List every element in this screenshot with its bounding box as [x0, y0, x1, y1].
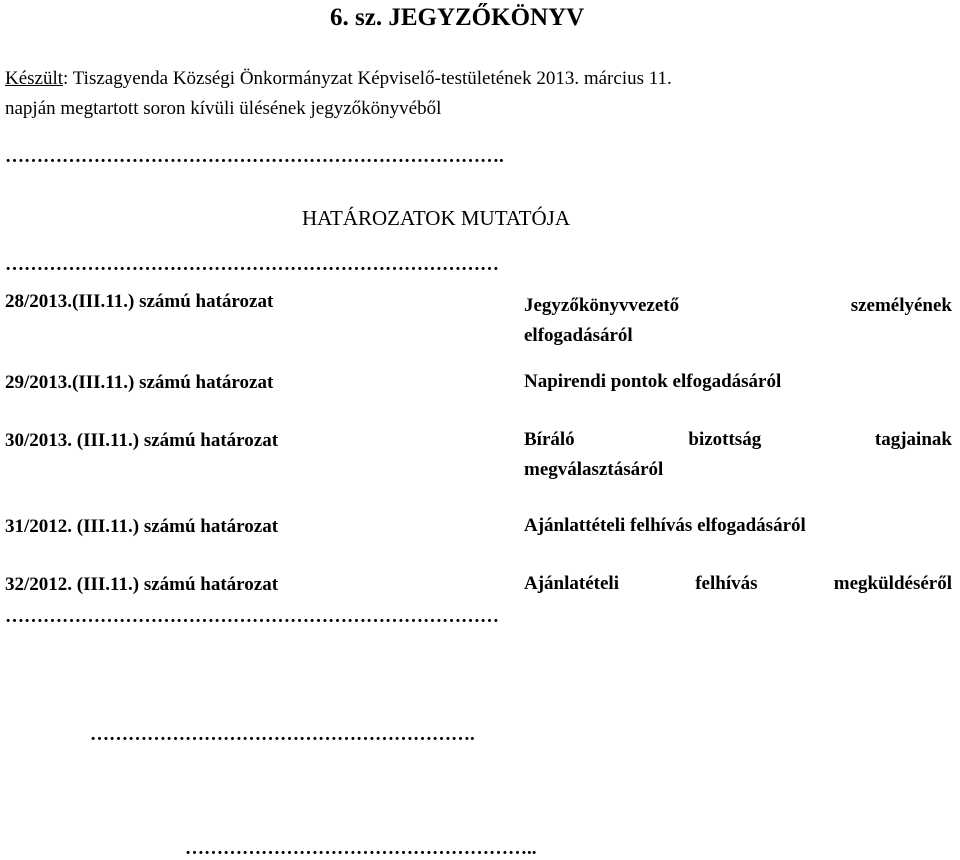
- resolution-description-32-word-3: megküldéséről: [833, 573, 952, 594]
- resolution-description-28-line-1: [524, 291, 952, 321]
- resolution-description-30: [524, 425, 952, 485]
- resolution-number-30: 30/2013. (III.11.) számú határozat: [5, 430, 279, 451]
- resolution-number-29: 29/2013.(III.11.) számú határozat: [5, 372, 274, 393]
- intro-line-2: napján megtartott soron kívüli ülésének jegyzőkönyvéből: [5, 98, 442, 119]
- intro-line-1: [5, 68, 672, 90]
- resolution-description-28-word-1: Jegyzőkönyvvezető: [524, 295, 680, 316]
- dotted-separator-5: ………………………………………………..: [185, 838, 537, 859]
- resolution-description-28-word-2: személyének: [850, 295, 952, 316]
- dotted-separator-4: …………………………………………………….: [90, 724, 475, 745]
- resolution-number-28: 28/2013.(III.11.) számú határozat: [5, 291, 274, 312]
- resolution-number-31: 31/2012. (III.11.) számú határozat: [5, 516, 279, 537]
- index-heading: HATÁROZATOK MUTATÓJA: [302, 206, 571, 230]
- document-title: 6. sz. JEGYZŐKÖNYV: [330, 4, 585, 31]
- resolution-description-32: [524, 569, 952, 599]
- resolution-description-31: Ajánlattételi felhívás elfogadásáról: [524, 515, 806, 536]
- resolution-description-30-word-3: tagjainak: [874, 429, 952, 450]
- resolution-description-30-line-2: megválasztásáról: [524, 459, 664, 480]
- dotted-separator-2: ……………………………………………………………………: [5, 254, 499, 275]
- resolution-description-28: [524, 291, 952, 351]
- resolution-description-32-word-1: Ajánlatételi: [524, 573, 619, 594]
- resolution-description-28-line-2: elfogadásáról: [524, 325, 633, 346]
- resolution-description-30-word-2: bizottság: [688, 429, 762, 450]
- resolution-number-32: 32/2012. (III.11.) számú határozat: [5, 574, 279, 595]
- resolution-description-30-line-1: [524, 425, 952, 455]
- intro-label: Készült: [5, 68, 64, 89]
- dotted-separator-1: …………………………………………………………………….: [5, 146, 504, 167]
- resolution-description-29: Napirendi pontok elfogadásáról: [524, 371, 782, 392]
- resolution-description-30-word-1: Bíráló: [524, 429, 575, 450]
- resolution-description-32-line-1: [524, 569, 952, 599]
- dotted-separator-3: ……………………………………………………………………: [5, 606, 499, 627]
- intro-line-1-text: : Tiszagyenda Községi Önkormányzat Képviselő-testületének 2013. március 11.: [63, 68, 672, 89]
- resolution-description-32-word-2: felhívás: [695, 573, 758, 594]
